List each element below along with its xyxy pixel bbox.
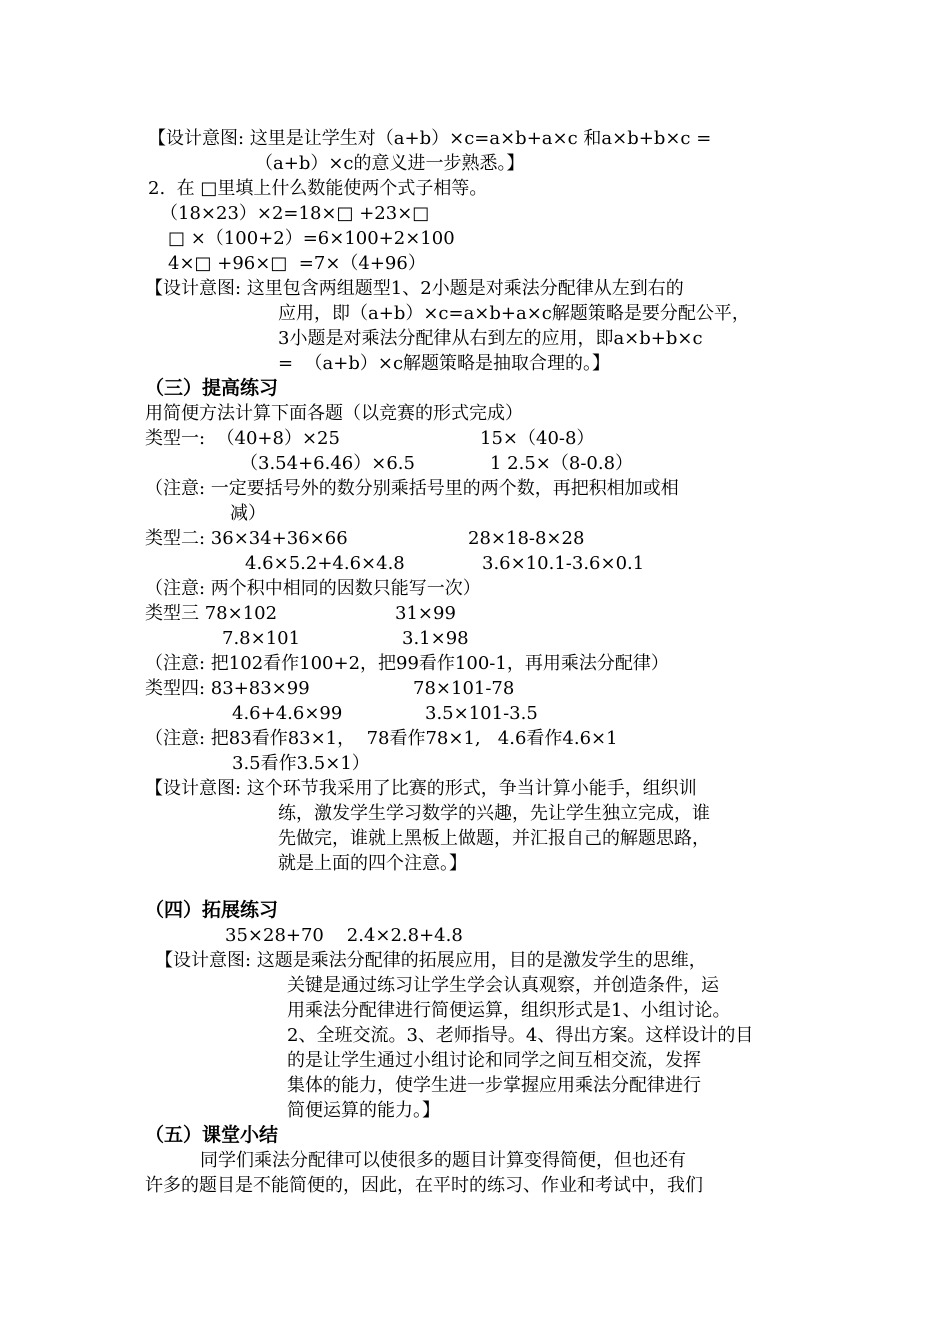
design-intent-2-line2: 应用，即（a+b）×c=a×b+a×c解题策略是要分配公平，	[278, 303, 750, 324]
note-1-line2: 减）	[230, 503, 266, 524]
section-4-problems: 35×28+70 2.4×2.8+4.8	[225, 925, 463, 946]
design-intent-3-line4: 就是上面的四个注意。】	[278, 853, 467, 874]
type-2-problem-a: 类型二: 36×34+36×66	[145, 528, 348, 549]
design-intent-2-line3: 3小题是对乘法分配律从右到左的应用，即a×b+b×c	[278, 328, 703, 349]
design-intent-3-line2: 练，激发学生学习数学的兴趣，先让学生独立完成，谁	[278, 803, 710, 824]
design-intent-4-line1: 【设计意图: 这题是乘法分配律的拓展应用，目的是激发学生的思维，	[155, 950, 707, 971]
design-intent-4-line6: 集体的能力，使学生进一步掌握应用乘法分配律进行	[287, 1075, 701, 1096]
type-3-problem-c: 7.8×101	[222, 628, 301, 649]
note-3: （注意: 把102看作100+2，把99看作100-1，再用乘法分配律）	[145, 653, 669, 674]
section-5-paragraph-line1: 同学们乘法分配律可以使很多的题目计算变得简便，但也还有	[200, 1150, 686, 1171]
note-4-line1: （注意: 把83看作83×1， 78看作78×1, 4.6看作4.6×1	[145, 728, 618, 749]
type-1-problem-c: （3.54+6.46）×6.5	[240, 453, 415, 474]
design-intent-3-line1: 【设计意图: 这个环节我采用了比赛的形式，争当计算小能手，组织训	[145, 778, 697, 799]
design-intent-4-line7: 简便运算的能力。】	[287, 1100, 440, 1121]
type-4-problem-a: 类型四: 83+83×99	[145, 678, 310, 699]
design-intent-2-line1: 【设计意图: 这里包含两组题型1、2小题是对乘法分配律从左到右的	[145, 278, 684, 299]
type-1-problem-a: 类型一: （40+8）×25	[145, 428, 340, 449]
note-1-line1: （注意: 一定要括号外的数分别乘括号里的两个数，再把积相加或相	[145, 478, 679, 499]
design-intent-1-line2: （a+b）×c的意义进一步熟悉。】	[255, 153, 525, 174]
section-5-heading: （五）课堂小结	[145, 1124, 279, 1146]
design-intent-1-line1: 【设计意图: 这里是让学生对（a+b）×c=a×b+a×c 和a×b+b×c =	[148, 128, 712, 149]
type-4-problem-c: 4.6+4.6×99	[232, 703, 343, 724]
type-3-problem-a: 类型三 78×102	[145, 603, 278, 624]
design-intent-4-line5: 的是让学生通过小组讨论和同学之间互相交流，发挥	[287, 1050, 701, 1071]
question-2-title: 2. 在 □里填上什么数能使两个式子相等。	[148, 178, 488, 199]
note-4-line2: 3.5看作3.5×1）	[232, 753, 370, 774]
type-2-problem-c: 4.6×5.2+4.6×4.8	[245, 553, 405, 574]
design-intent-4-line3: 用乘法分配律进行简便运算，组织形式是1、小组讨论。	[287, 1000, 731, 1021]
section-4-heading: （四）拓展练习	[145, 899, 279, 921]
question-2-equation-3: 4×□ +96×□ =7×（4+96）	[168, 253, 426, 274]
type-3-problem-d: 3.1×98	[402, 628, 469, 649]
question-2-equation-2: □ ×（100+2）=6×100+2×100	[168, 228, 455, 249]
type-3-problem-b: 31×99	[395, 603, 456, 624]
section-3-heading: （三）提高练习	[145, 377, 279, 399]
type-4-problem-d: 3.5×101-3.5	[425, 703, 538, 724]
note-2: （注意: 两个积中相同的因数只能写一次）	[145, 578, 481, 599]
design-intent-4-line2: 关键是通过练习让学生学会认真观察，并创造条件，运	[287, 975, 719, 996]
type-2-problem-d: 3.6×10.1-3.6×0.1	[482, 553, 645, 574]
question-2-equation-1: （18×23）×2=18×□ +23×□	[160, 203, 430, 224]
design-intent-2-line4: = （a+b）×c解题策略是抽取合理的。】	[278, 353, 611, 374]
design-intent-4-line4: 2、全班交流。3、老师指导。4、得出方案。这样设计的目	[287, 1025, 754, 1046]
type-4-problem-b: 78×101-78	[413, 678, 515, 699]
type-2-problem-b: 28×18-8×28	[468, 528, 585, 549]
section-5-paragraph-line2: 许多的题目是不能简便的，因此，在平时的练习、作业和考试中，我们	[145, 1175, 703, 1196]
type-1-problem-d: 1 2.5×（8-0.8）	[490, 453, 634, 474]
section-3-intro: 用简便方法计算下面各题（以竞赛的形式完成）	[145, 403, 523, 424]
type-1-problem-b: 15×（40-8）	[480, 428, 595, 449]
design-intent-3-line3: 先做完，谁就上黑板上做题，并汇报自己的解题思路，	[278, 828, 710, 849]
